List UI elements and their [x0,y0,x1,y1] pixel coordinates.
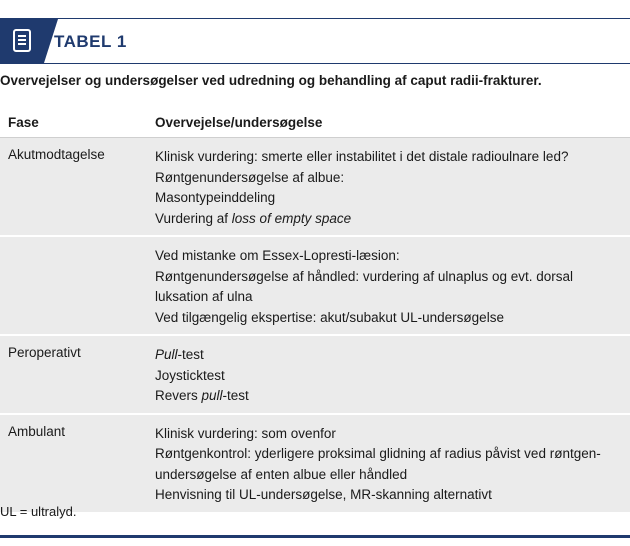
row-line: Klinisk vurdering: som ovenfor [155,425,336,441]
bottom-rule [0,535,630,538]
row-line: Henvisning til UL-undersøgelse, MR-skanning alternativt [155,487,492,502]
row-content [155,138,630,235]
row-line: Masontypeinddeling [155,190,276,205]
header-rule [0,63,630,64]
table-footnote: UL = ultralyd. [0,504,77,519]
row-content [155,415,630,512]
row-phase: Ambulant [8,423,66,439]
row-line: Røntgenundersøgelse af håndled: vurdering af ulnaplus og evt. dorsal luksation af ulna [155,268,574,304]
table-caption: Overvejelser og undersøgelser ved udredning og behandling af caput radii-frakturer. [0,73,542,88]
row-line: Røntgenundersøgelse af albue: [155,169,345,185]
row-line: Joysticktest [155,367,225,383]
row-phase: Peroperativt [8,345,81,360]
table-row [0,235,630,334]
table-head [0,108,630,137]
table-row [0,413,630,512]
column-header-fase: Fase [8,115,39,130]
row-content [155,336,630,413]
row-line: Klinisk vurdering: smerte eller instabilitet i det distale radioulnare led? [155,149,569,164]
row-phase: Akutmodtagelse [8,147,105,162]
row-line: Vurdering af loss of empty space [155,210,352,226]
row-content [155,237,630,334]
header-badge [0,19,44,63]
row-line: Ved tilgængelig ekspertise: akut/subakut UL-undersøgelse [155,309,504,325]
row-line: Ved mistanke om Essex-Lopresti-læsion: [155,248,400,263]
row-line: Revers pull-test [155,388,249,403]
document-icon [8,27,36,55]
row-line: Pull-test [155,347,204,362]
table-title: TABEL 1 [54,32,127,51]
column-header-overvejelse: Overvejelse/undersøgelse [155,115,323,130]
data-table [0,108,630,512]
table-header-bar [0,19,630,63]
row-line: Røntgenkontrol: yderligere proksimal glidning af radius påvist ved røntgen-undersøgelse af enten albue eller håndled [155,446,601,482]
table-row [0,138,630,235]
table-row [0,334,630,413]
